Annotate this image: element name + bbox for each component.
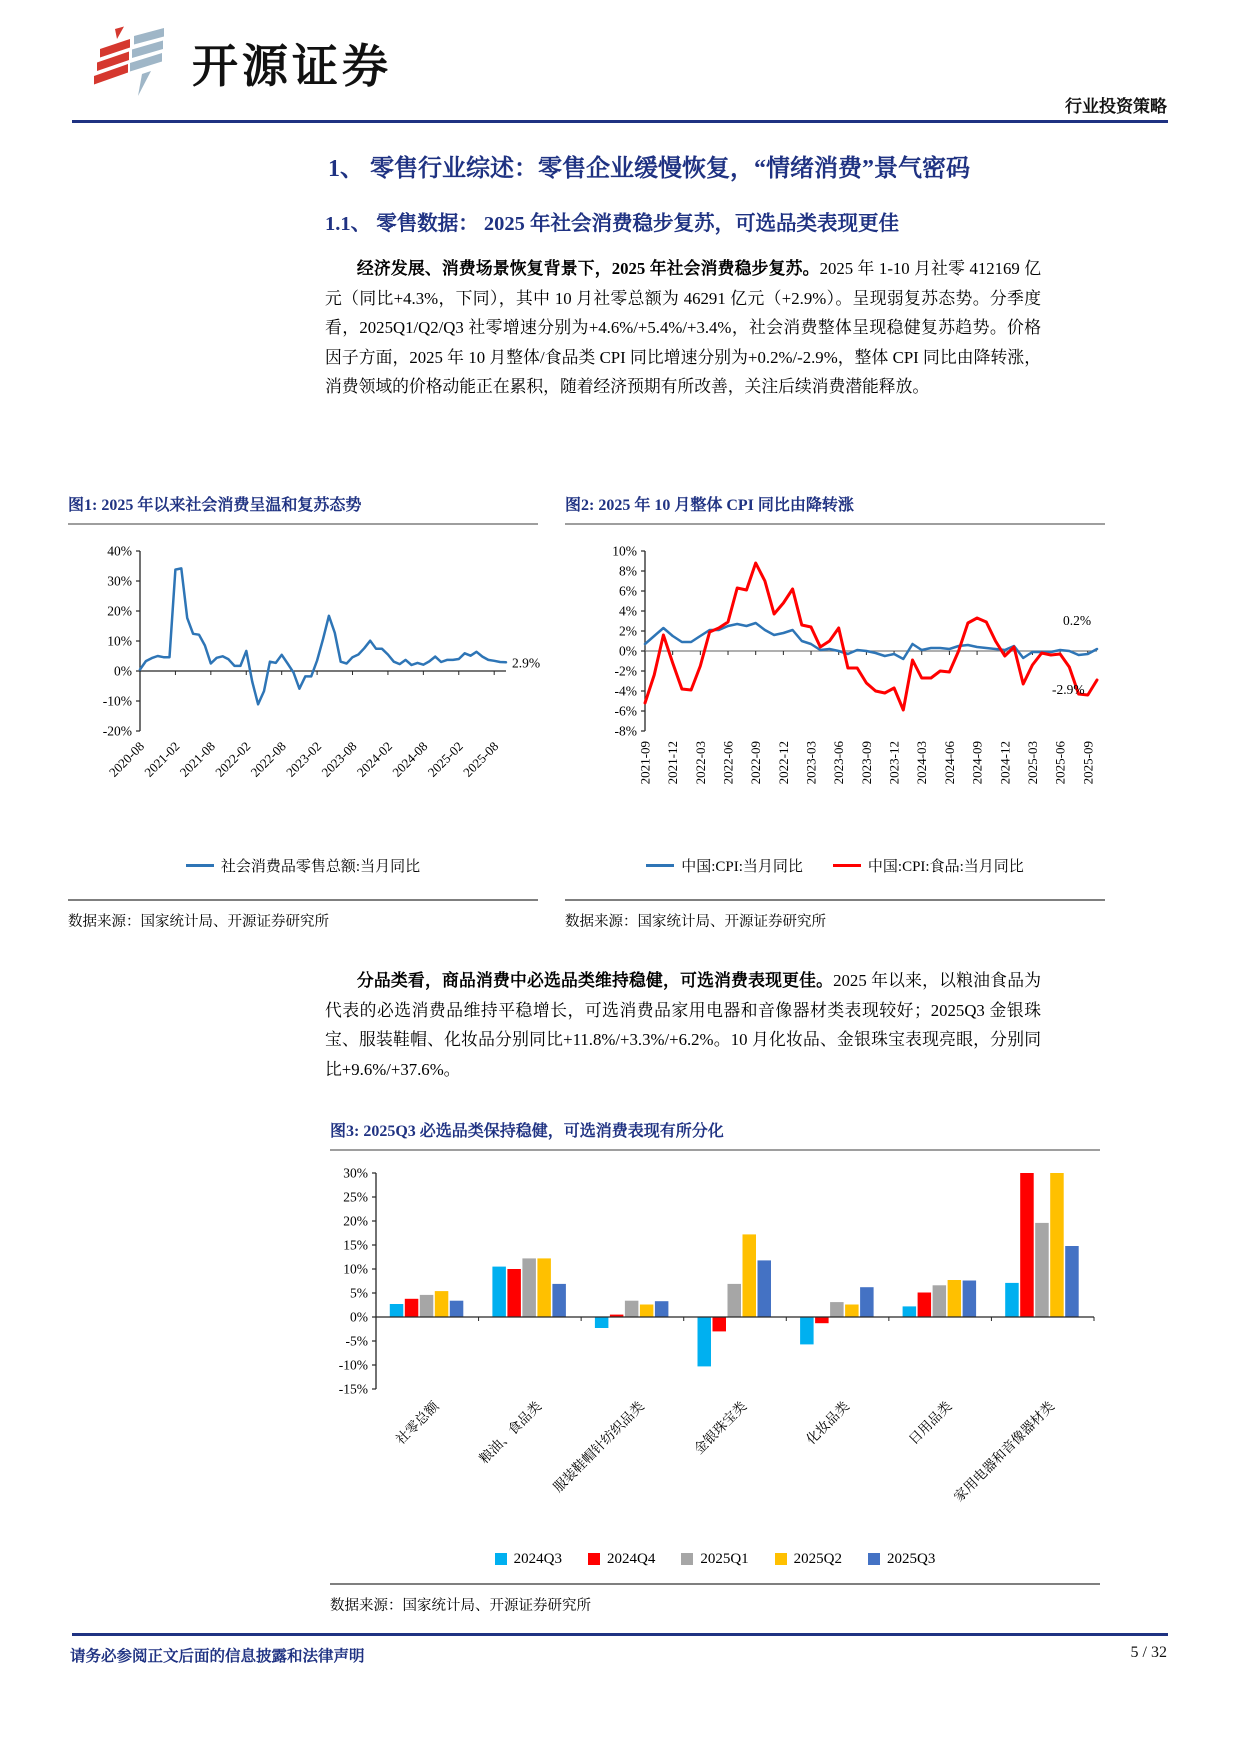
legend-item [186, 855, 420, 876]
category-bar-chart [330, 1161, 1100, 1531]
legend-item [681, 1551, 748, 1568]
svg-text:0%: 0% [619, 643, 637, 659]
legend-item [495, 1551, 562, 1568]
svg-text:2%: 2% [619, 623, 637, 639]
svg-text:8%: 8% [619, 563, 637, 579]
svg-text:粮油、食品类: 粮油、食品类 [476, 1398, 545, 1467]
figure1-legend [68, 855, 538, 875]
legend-item [833, 855, 1024, 876]
legend-label: 2025Q3 [887, 1550, 936, 1567]
svg-text:-6%: -6% [614, 703, 637, 719]
legend-item [588, 1551, 655, 1568]
figure3-source-rule [330, 1583, 1100, 1585]
svg-text:30%: 30% [343, 1165, 368, 1181]
svg-text:2020-08: 2020-08 [105, 738, 148, 780]
figure2-source: 数据来源：国家统计局、开源证券研究所 [565, 914, 826, 930]
brand-name: 开源证券 [192, 39, 392, 93]
figure2-caption: 图2: 2025 年 10 月整体 CPI 同比由降转涨 [565, 492, 1105, 525]
legend-label: 中国:CPI:食品:当月同比 [867, 858, 1024, 875]
kaiyuan-logo-icon [86, 26, 178, 100]
legend-square-swatch [495, 1553, 507, 1565]
legend-line-swatch [833, 864, 861, 867]
svg-text:0.2%: 0.2% [1063, 613, 1092, 628]
svg-text:2024-12: 2024-12 [997, 741, 1013, 785]
figure-retail-sales [68, 492, 541, 931]
svg-text:2025-06: 2025-06 [1052, 741, 1068, 785]
legend-item [775, 1551, 842, 1568]
svg-text:30%: 30% [107, 573, 132, 589]
svg-text:-5%: -5% [345, 1333, 368, 1349]
figure2-source-rule [565, 899, 1105, 901]
legend-line-swatch [186, 864, 214, 867]
figure1-source: 数据来源：国家统计局、开源证券研究所 [68, 914, 329, 930]
svg-text:2022-03: 2022-03 [692, 741, 708, 785]
figure1-caption: 图1: 2025 年以来社会消费呈温和复苏态势 [68, 492, 538, 525]
svg-text:化妆品类: 化妆品类 [803, 1398, 853, 1448]
header-rule [72, 120, 1168, 123]
figure-cpi [565, 492, 1105, 931]
svg-text:-10%: -10% [102, 693, 132, 709]
legend-label: 2025Q1 [700, 1550, 749, 1567]
legend-square-swatch [775, 1553, 787, 1565]
doc-type-label: 行业投资策略 [1065, 97, 1167, 117]
figure3-legend [330, 1549, 1100, 1569]
svg-text:2023-08: 2023-08 [318, 738, 360, 780]
subsection-title: 1.1、 零售数据： 2025 年社会消费稳步复苏，可选品类表现更佳 [325, 213, 899, 235]
legend-item [868, 1551, 935, 1568]
svg-text:2022-12: 2022-12 [775, 741, 791, 785]
svg-text:20%: 20% [343, 1213, 368, 1229]
svg-text:2024-02: 2024-02 [353, 738, 396, 780]
svg-text:2023-12: 2023-12 [886, 741, 902, 785]
paragraph-body: 2025 年 1-10 月社零 412169 亿元（同比+4.3%，下同），其中 10 月社零总额为 46291 亿元（+2.9%）。呈现弱复苏态势。分季度看，2025Q1/Q2/Q3 社零增速分别为+4.6%/+5.4%/+3.4%，社会消费整体呈现稳健复苏趋势。价格因子方面，2025 年 10 月整体/食品类 CPI 同比增速分别为+0.2%/-2.9%，整体 CPI 同比由降转涨，消费领域的价格动能正在累积，随着经济预期有所改善，关注后续消费潜能释放。 [325, 259, 1041, 397]
svg-text:-2.9%: -2.9% [1052, 682, 1085, 697]
figure3-caption: 图3: 2025Q3 必选品类保持稳健，可选消费表现有所分化 [330, 1118, 1100, 1151]
svg-text:服装鞋帽针纺织品类: 服装鞋帽针纺织品类 [550, 1398, 647, 1496]
svg-text:2.9%: 2.9% [512, 655, 541, 671]
paragraph-category [325, 966, 1041, 1084]
legend-label: 2024Q3 [513, 1550, 562, 1567]
svg-text:社零总额: 社零总额 [392, 1398, 442, 1448]
svg-text:2024-08: 2024-08 [389, 738, 431, 780]
svg-text:2024-09: 2024-09 [969, 741, 985, 785]
svg-text:2022-08: 2022-08 [247, 738, 289, 780]
svg-text:4%: 4% [619, 603, 637, 619]
footer-page-number: 5 / 32 [1130, 1644, 1167, 1661]
cpi-line-chart [565, 535, 1105, 827]
svg-text:0%: 0% [350, 1309, 368, 1325]
paragraph-lead: 分品类看，商品消费中必选品类维持稳健，可选消费表现更佳。 [356, 971, 834, 990]
svg-text:2023-03: 2023-03 [803, 741, 819, 785]
svg-text:2024-06: 2024-06 [941, 741, 957, 785]
figure2-legend [565, 855, 1105, 875]
legend-label: 2024Q4 [606, 1550, 656, 1567]
legend-square-swatch [588, 1553, 600, 1565]
svg-text:15%: 15% [343, 1237, 368, 1253]
svg-text:2025-03: 2025-03 [1024, 741, 1040, 785]
footer-disclaimer: 请务必参阅正文后面的信息披露和法律声明 [70, 1648, 365, 1665]
svg-text:-4%: -4% [614, 683, 637, 699]
svg-text:2025-09: 2025-09 [1080, 741, 1096, 785]
svg-text:-8%: -8% [614, 723, 637, 739]
svg-text:2022-02: 2022-02 [212, 738, 254, 780]
svg-text:6%: 6% [619, 583, 637, 599]
legend-label: 社会消费品零售总额:当月同比 [220, 858, 421, 875]
svg-text:2021-08: 2021-08 [176, 738, 218, 780]
svg-text:2022-09: 2022-09 [748, 741, 764, 785]
retail-sales-line-chart [68, 535, 546, 827]
svg-text:2023-09: 2023-09 [858, 741, 874, 785]
svg-text:日用品类: 日用品类 [905, 1398, 955, 1448]
svg-text:10%: 10% [612, 543, 637, 559]
legend-item [646, 855, 803, 876]
svg-text:10%: 10% [107, 633, 132, 649]
svg-text:2021-09: 2021-09 [637, 741, 653, 785]
svg-text:2023-06: 2023-06 [831, 741, 847, 785]
footer-rule [72, 1633, 1168, 1636]
svg-text:2025-08: 2025-08 [460, 738, 502, 780]
header-brand [86, 26, 392, 100]
legend-label: 2025Q2 [793, 1550, 843, 1567]
svg-text:0%: 0% [114, 663, 132, 679]
legend-line-swatch [646, 864, 674, 867]
svg-text:2025-02: 2025-02 [424, 738, 466, 780]
svg-text:-10%: -10% [338, 1357, 368, 1373]
svg-text:-20%: -20% [102, 723, 132, 739]
figure1-source-rule [68, 899, 538, 901]
section-title: 1、 零售行业综述：零售企业缓慢恢复，“情绪消费”景气密码 [328, 156, 970, 182]
svg-text:40%: 40% [107, 543, 132, 559]
legend-square-swatch [681, 1553, 693, 1565]
svg-text:25%: 25% [343, 1189, 368, 1205]
legend-label: 中国:CPI:当月同比 [681, 858, 803, 875]
svg-text:金银珠宝类: 金银珠宝类 [691, 1398, 750, 1457]
figure-category-bars [330, 1118, 1100, 1615]
svg-text:-2%: -2% [614, 663, 637, 679]
svg-text:2021-12: 2021-12 [665, 741, 681, 785]
svg-text:家用电器和音像器材类: 家用电器和音像器材类 [951, 1398, 1058, 1505]
svg-text:2024-03: 2024-03 [914, 741, 930, 785]
svg-text:-15%: -15% [338, 1381, 368, 1397]
legend-square-swatch [868, 1553, 880, 1565]
paragraph-lead: 经济发展、消费场景恢复背景下，2025 年社会消费稳步复苏。 [356, 259, 820, 278]
svg-text:10%: 10% [343, 1261, 368, 1277]
svg-text:5%: 5% [350, 1285, 368, 1301]
svg-text:2022-06: 2022-06 [720, 741, 736, 785]
paragraph-retail-overview [325, 254, 1041, 402]
svg-text:20%: 20% [107, 603, 132, 619]
figure3-source: 数据来源：国家统计局、开源证券研究所 [330, 1598, 591, 1614]
paragraph-body: 2025 年以来，以粮油食品为代表的必选消费品维持平稳增长，可选消费品家用电器和音像器材类表现较好；2025Q3 金银珠宝、服装鞋帽、化妆品分别同比+11.8%/+3.3%/+6.2%。10 月化妆品、金银珠宝表现亮眼，分别同比+9.6%/+37.6%。 [325, 971, 1041, 1079]
svg-text:2021-02: 2021-02 [141, 738, 183, 780]
svg-text:2023-02: 2023-02 [282, 738, 325, 780]
